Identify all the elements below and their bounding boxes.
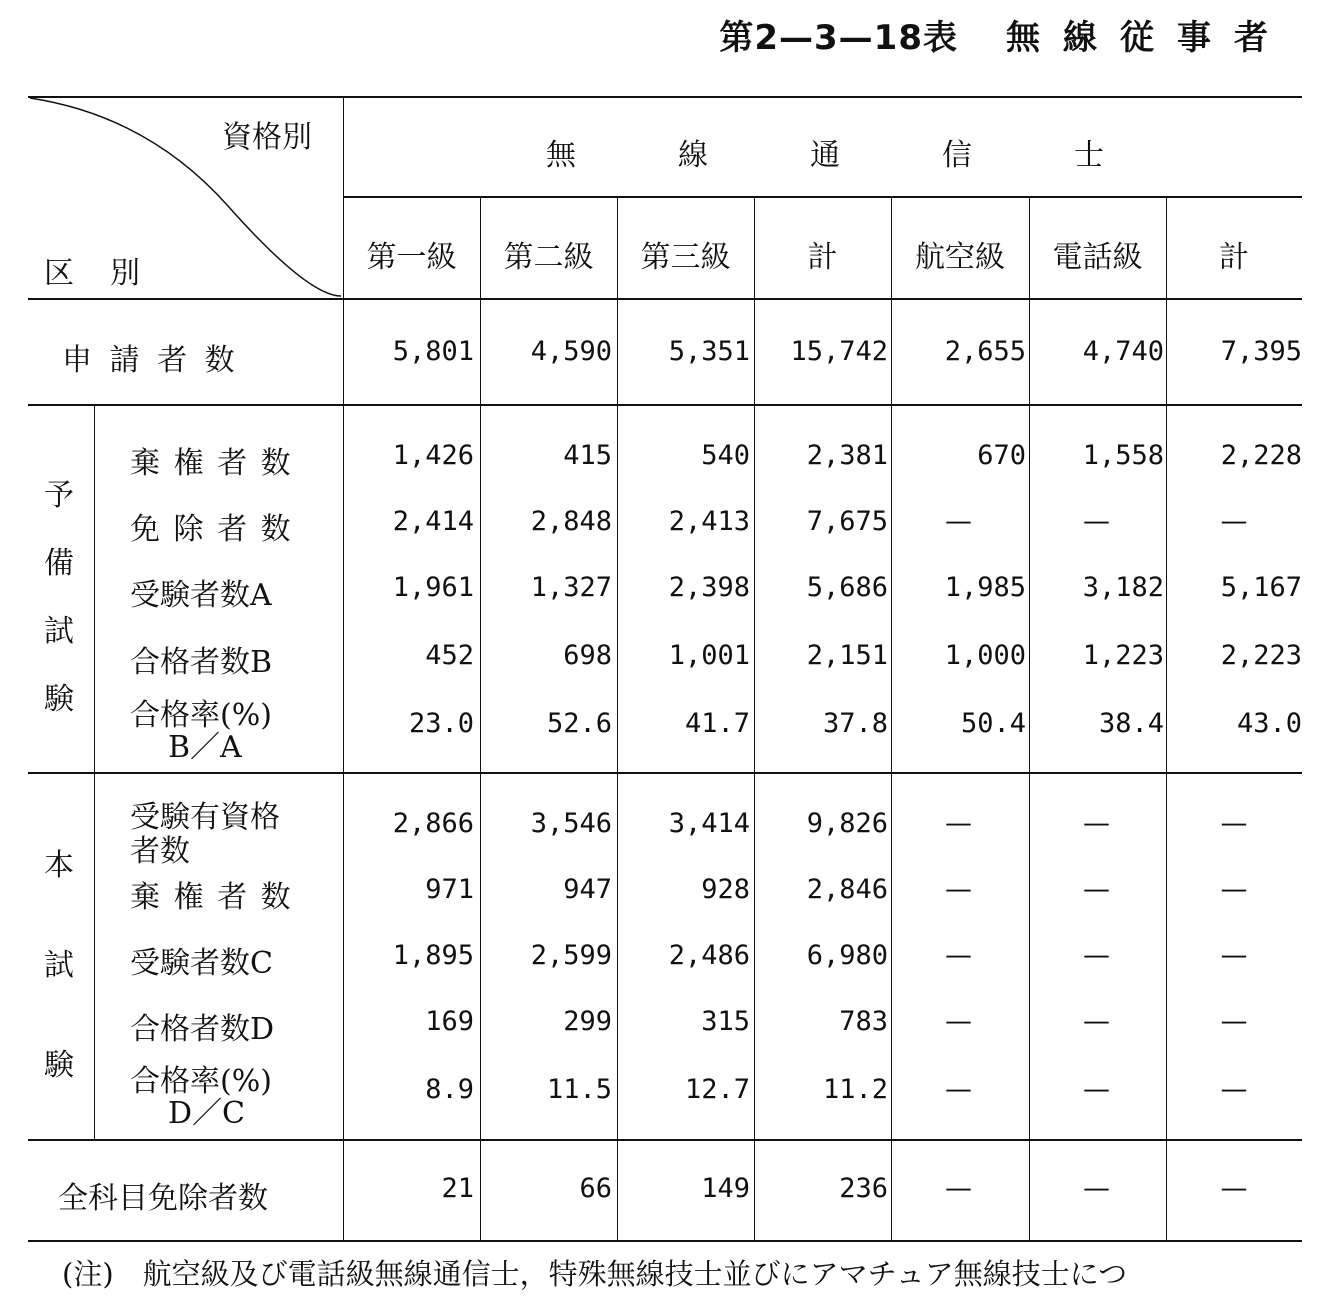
value-cell: 43.0 (1236, 708, 1302, 739)
value-cell: 452 (425, 640, 474, 671)
value-cell: 7,395 (1220, 336, 1302, 367)
value-cell: 2,846 (806, 874, 888, 905)
rule-after-prelim (28, 772, 1302, 774)
value-cell: 2,413 (668, 506, 750, 537)
value-cell: 1,961 (392, 572, 474, 603)
value-cell: 11.2 (822, 1074, 888, 1105)
value-cell: 11.5 (546, 1074, 612, 1105)
value-cell: 1,001 (668, 640, 750, 671)
column-header: 計 (1219, 240, 1249, 275)
column-header: 電話級 (1052, 240, 1143, 275)
value-cell: 236 (839, 1173, 888, 1204)
row-label: 全科目免除者数 (58, 1181, 268, 1216)
value-cell: 37.8 (822, 708, 888, 739)
value-cell: 8.9 (425, 1074, 474, 1105)
value-cell: 169 (425, 1006, 474, 1037)
value-cell: — (945, 1074, 972, 1105)
section-prelim-char: 備 (44, 546, 74, 581)
section-prelim-char: 験 (44, 682, 74, 717)
row-label: 受験有資格 (130, 800, 280, 835)
value-cell: 2,228 (1220, 440, 1302, 471)
value-cell: 1,000 (944, 640, 1026, 671)
value-cell: 2,486 (668, 940, 750, 971)
row-label: 受験者数C (130, 946, 273, 981)
value-cell: 2,398 (668, 572, 750, 603)
value-cell: 2,223 (1220, 640, 1302, 671)
row-label-sub: D／C (168, 1096, 246, 1131)
group-char: 無 (546, 138, 576, 173)
value-cell: 15,742 (790, 336, 888, 367)
value-cell: — (1220, 874, 1248, 905)
value-cell: — (945, 1173, 972, 1204)
value-cell: 41.7 (684, 708, 750, 739)
value-cell: 7,675 (806, 506, 888, 537)
table-subject: 無 線 従 事 者 (1006, 18, 1269, 58)
group-char: 線 (678, 138, 708, 173)
value-cell: 12.7 (684, 1074, 750, 1105)
row-label: 受験者数A (130, 578, 272, 613)
value-cell: — (1220, 940, 1248, 971)
value-cell: 2,866 (392, 808, 474, 839)
section-main-char: 験 (44, 1048, 74, 1083)
value-cell: 315 (701, 1006, 750, 1037)
value-cell: — (1220, 1006, 1248, 1037)
column-header: 計 (807, 240, 838, 275)
value-cell: 3,546 (530, 808, 612, 839)
row-label-sub: B／A (168, 730, 242, 765)
value-cell: — (1083, 1006, 1110, 1037)
value-cell: 947 (563, 874, 612, 905)
value-cell: 1,327 (530, 572, 612, 603)
value-cell: 2,151 (806, 640, 888, 671)
value-cell: 415 (563, 440, 612, 471)
value-cell: 149 (701, 1173, 750, 1204)
corner-bottom-label-2: 別 (110, 256, 140, 291)
section-prelim-char: 予 (44, 478, 74, 513)
row-label: 申 請 者 数 (62, 343, 239, 378)
rule-after-main (28, 1139, 1302, 1141)
row-label: 棄 権 者 数 (130, 880, 293, 915)
value-cell: — (1083, 1173, 1110, 1204)
section-main-char: 本 (44, 848, 74, 883)
value-cell: 783 (839, 1006, 888, 1037)
value-cell: — (945, 808, 972, 839)
value-cell: — (1083, 808, 1110, 839)
value-cell: 3,414 (668, 808, 750, 839)
column-header: 第一級 (366, 240, 457, 275)
value-cell: 4,590 (530, 336, 612, 367)
row-label-sub: 者数 (130, 834, 190, 869)
column-header: 第二級 (503, 240, 594, 275)
value-cell: 1,558 (1082, 440, 1164, 471)
rule-bottom (28, 1240, 1302, 1242)
group-char: 士 (1074, 138, 1104, 173)
group-char: 信 (942, 138, 972, 173)
value-cell: — (945, 1006, 972, 1037)
value-cell: 928 (701, 874, 750, 905)
value-cell: 1,223 (1082, 640, 1164, 671)
value-cell: 52.6 (546, 708, 612, 739)
group-char: 通 (810, 138, 840, 173)
footnote: (注) 航空級及び電話級無線通信士，特殊無線技士並びにアマチュア無線技士につ (62, 1257, 1128, 1291)
column-header: 航空級 (915, 240, 1005, 275)
value-cell: 1,985 (944, 572, 1026, 603)
value-cell: 23.0 (408, 708, 474, 739)
row-label: 合格率(%) (130, 1064, 272, 1099)
value-cell: — (1083, 1074, 1110, 1105)
value-cell: — (1220, 1074, 1248, 1105)
corner-bottom-label-1: 区 (44, 256, 74, 291)
value-cell: — (1083, 506, 1110, 537)
corner-top-label: 資格別 (222, 120, 312, 155)
row-label: 合格者数D (130, 1012, 275, 1047)
value-cell: 5,351 (668, 336, 750, 367)
value-cell: 4,740 (1082, 336, 1164, 367)
value-cell: 9,826 (806, 808, 888, 839)
value-cell: 971 (425, 874, 474, 905)
value-cell: 6,980 (806, 940, 888, 971)
value-cell: — (1220, 1173, 1248, 1204)
row-label: 合格者数B (130, 645, 273, 680)
value-cell: — (945, 940, 972, 971)
section-main-char: 試 (44, 948, 74, 983)
value-cell: 540 (701, 440, 750, 471)
rule-section-col (94, 404, 95, 1139)
value-cell: — (1083, 874, 1110, 905)
row-label: 合格率(%) (130, 698, 272, 733)
value-cell: 698 (563, 640, 612, 671)
value-cell: 5,801 (392, 336, 474, 367)
value-cell: 299 (563, 1006, 612, 1037)
value-cell: 21 (441, 1173, 474, 1204)
value-cell: 2,381 (806, 440, 888, 471)
value-cell: 2,414 (392, 506, 474, 537)
value-cell: — (945, 874, 972, 905)
value-cell: — (1220, 506, 1248, 537)
section-prelim-char: 試 (44, 614, 74, 649)
value-cell: — (945, 506, 972, 537)
value-cell: 3,182 (1082, 572, 1164, 603)
value-cell: 38.4 (1098, 708, 1164, 739)
value-cell: 2,848 (530, 506, 612, 537)
value-cell: — (1220, 808, 1248, 839)
value-cell: 50.4 (960, 708, 1026, 739)
table-title (719, 10, 1269, 59)
row-label: 棄 権 者 数 (130, 446, 293, 481)
value-cell: 1,426 (392, 440, 474, 471)
rule-header-mid (343, 196, 1302, 198)
value-cell: 2,599 (530, 940, 612, 971)
value-cell: 1,895 (392, 940, 474, 971)
row-label: 免 除 者 数 (130, 512, 293, 547)
table-number: 第2—3—18表 (719, 18, 958, 58)
rule-after-applicants (28, 404, 1302, 406)
value-cell: 5,686 (806, 572, 888, 603)
column-header: 第三級 (640, 240, 731, 275)
value-cell: 5,167 (1220, 572, 1302, 603)
value-cell: 66 (579, 1173, 612, 1204)
value-cell: 670 (977, 440, 1026, 471)
value-cell: 2,655 (944, 336, 1026, 367)
value-cell: — (1083, 940, 1110, 971)
